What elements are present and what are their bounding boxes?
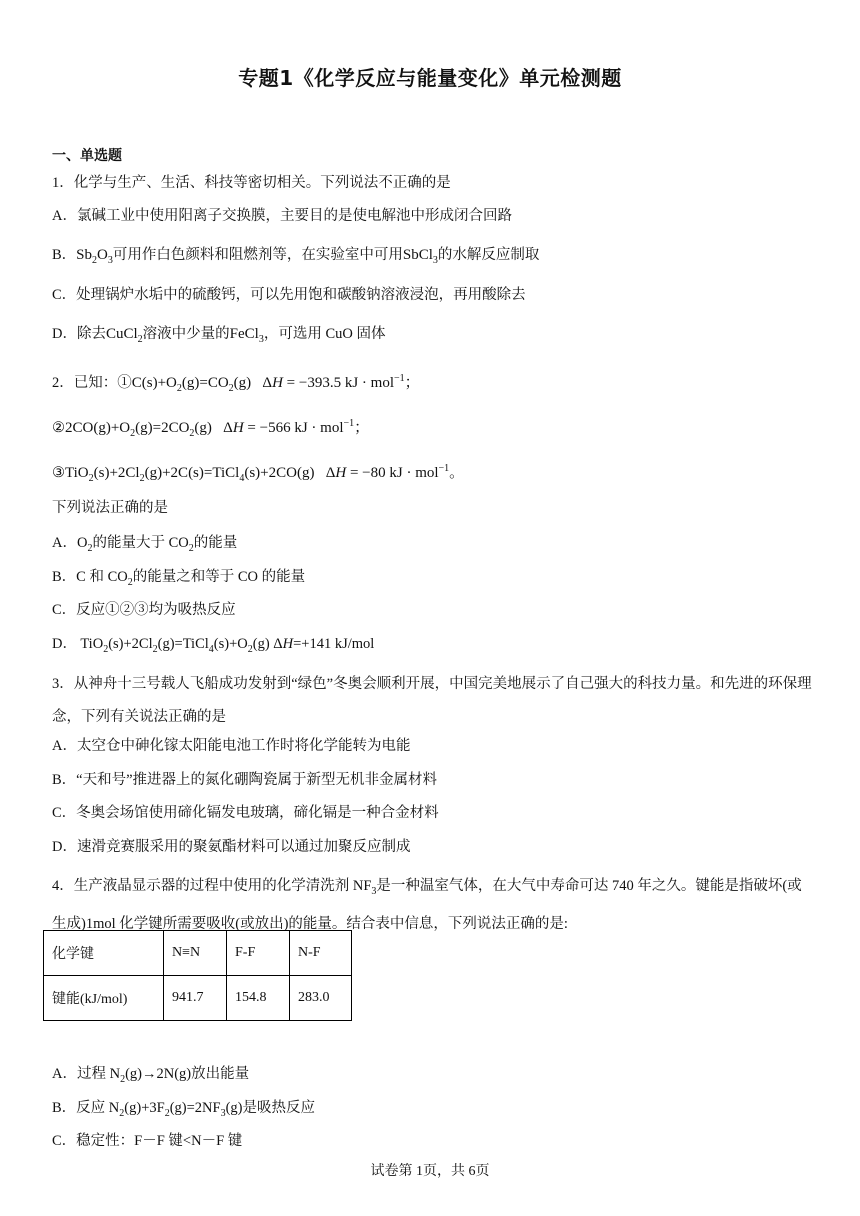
question-3-option-c: C．冬奥会场馆使用碲化镉发电玻璃，碲化镉是一种合金材料	[52, 805, 439, 821]
question-2-reaction-1: 2．已知：$①C(s)+O_2(g)=CO_2(g) \Delta H = -393.5$ kJ · mol$^{-1}$；	[52, 373, 420, 394]
question-2-reaction-2: $②2CO(g)+O_2(g)=2CO_2(g) \Delta H = -566$ kJ · mol$^{-1}$；	[52, 418, 370, 439]
question-4-option-c: C．稳定性：F－F 键<N－F 键	[52, 1133, 243, 1149]
question-2-option-d: D． $TiO_2(s)+2Cl_2(g)=TiCl_4(s)+O_2(g)$ ΔH=+141 kJ/mol	[52, 636, 375, 655]
question-2-option-a: A．$O_2$的能量大于 $CO_2$的能量	[52, 535, 238, 554]
question-1-stem: 1．化学与生产、生活、科技等密切相关。下列说法不正确的是	[52, 175, 451, 191]
question-2-ask: 下列说法正确的是	[52, 500, 168, 516]
table-row	[44, 976, 352, 1021]
table-row	[44, 931, 352, 976]
question-4-option-b: B．反应 $N_2(g)+3F_2(g)=2NF_3(g)$是吸热反应	[52, 1100, 315, 1119]
question-3-stem: 3．从神舟十三号载人飞船成功发射到“绿色”冬奥会顺利开展，中国完美地展示了自己强大的科技力量。和先进的环保理念，下列有关说法正确的是	[52, 676, 812, 725]
question-2-option-b: B．C 和 $CO_2$的能量之和等于 CO 的能量	[52, 569, 306, 588]
table-header-cell: N≡N	[164, 931, 227, 976]
table-header-cell: 化学键	[44, 931, 164, 976]
question-2-reaction-3: $③TiO_2(s)+2Cl_2(g)+2C(s)=TiCl_4(s)+2CO(g) \Delta H = -80$ kJ · mol$^{-1}$。	[52, 463, 465, 484]
question-1-option-d: D．除去CuCl$_2$溶液中少量的FeCl$_3$，可选用 CuO 固体	[52, 326, 386, 345]
table-cell: 154.8	[227, 976, 290, 1021]
question-4-stem: 4．生产液晶显示器的过程中使用的化学清洗剂 $NF_3$是一种温室气体，在大气中寿命可达 740 年之久。键能是指破坏(或生成)1mol 化学键所需要吸收(或放出)的能量。结合表中信息，下列说法正确的是:	[52, 878, 802, 932]
table-header-cell: N-F	[290, 931, 352, 976]
table-cell: 941.7	[164, 976, 227, 1021]
table-cell: 283.0	[290, 976, 352, 1021]
question-1-option-a: A．氯碱工业中使用阳离子交换膜，主要目的是使电解池中形成闭合回路	[52, 208, 512, 224]
question-3-option-b: B．“天和号”推进器上的氮化硼陶瓷属于新型无机非金属材料	[52, 772, 438, 788]
table-cell: 键能(kJ/mol)	[44, 976, 164, 1021]
question-4-option-a: A．过程 $N_2(g)\to 2N(g)$放出能量	[52, 1066, 250, 1085]
question-1-option-c: C．处理锅炉水垢中的硫酸钙，可以先用饱和碳酸钠溶液浸泡，再用酸除去	[52, 287, 526, 303]
question-3-option-a: A．太空仓中砷化镓太阳能电池工作时将化学能转为电能	[52, 738, 411, 754]
bond-energy-table	[43, 930, 352, 1021]
question-3-option-d: D．速滑竞赛服采用的聚氨酯材料可以通过加聚反应制成	[52, 839, 411, 855]
section-heading: 一、单选题	[52, 148, 122, 164]
question-1-option-b: B．$Sb_2O_3$可用作白色颜料和阻燃剂等，在实验室中可用SbCl$_3$的水解反应制取	[52, 247, 540, 266]
table-header-cell: F-F	[227, 931, 290, 976]
question-2-option-c: C．反应①②③均为吸热反应	[52, 602, 236, 618]
page-footer: 试卷第 1页，共 6页	[370, 1164, 490, 1179]
page-title: 专题1《化学反应与能量变化》单元检测题	[238, 66, 622, 90]
